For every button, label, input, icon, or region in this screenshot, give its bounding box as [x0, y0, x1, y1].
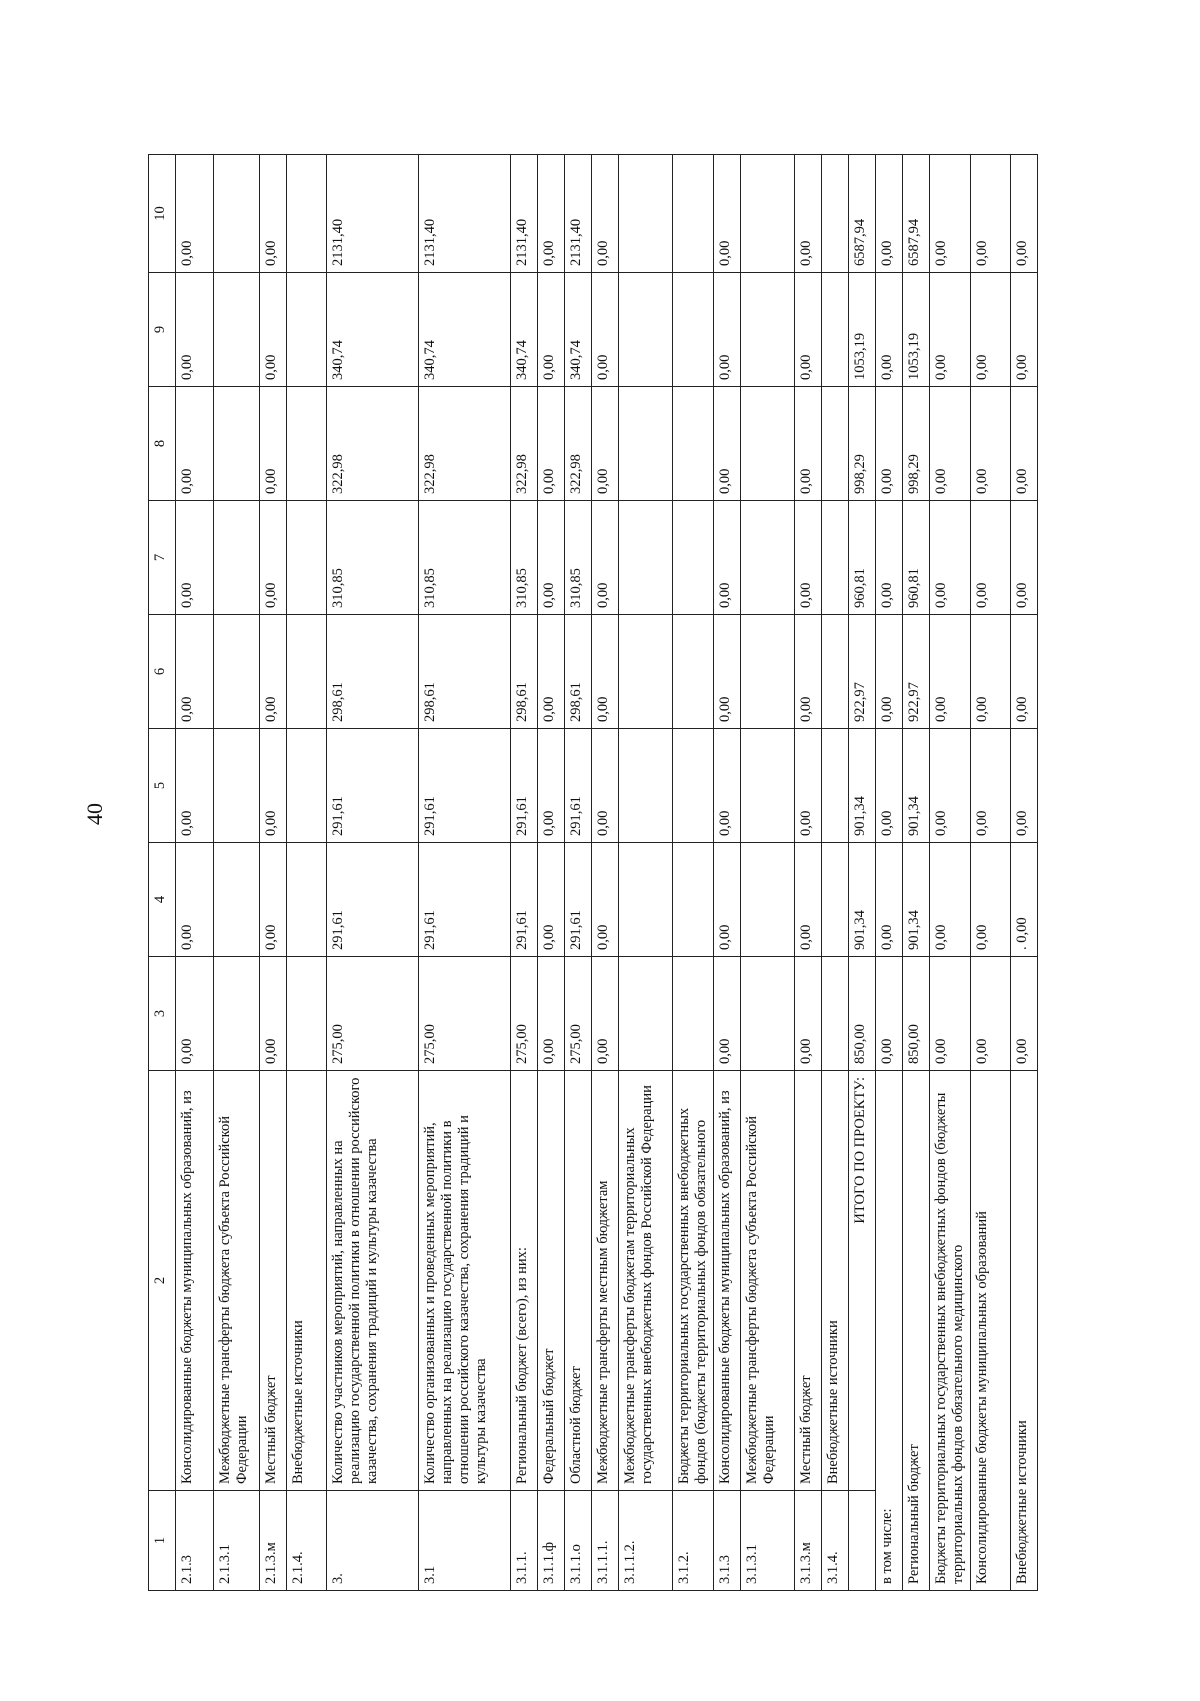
row-name: Федеральный бюджет: [538, 1071, 565, 1491]
column-header: 6: [149, 615, 176, 729]
column-header: 5: [149, 729, 176, 843]
value-cell: 275,00: [419, 957, 511, 1071]
value-cell: [822, 501, 849, 615]
value-cell: 0,00: [876, 273, 903, 387]
value-cell: 0,00: [592, 155, 619, 273]
value-cell: [214, 501, 260, 615]
value-cell: [287, 387, 327, 501]
value-cell: 291,61: [565, 729, 592, 843]
value-cell: 0,00: [714, 843, 741, 957]
value-cell: 0,00: [260, 501, 287, 615]
value-cell: 998,29: [849, 387, 876, 501]
value-cell: 0,00: [714, 501, 741, 615]
value-cell: 275,00: [327, 957, 419, 1071]
value-cell: 0,00: [714, 273, 741, 387]
value-cell: [619, 387, 673, 501]
row-code: 2.1.4.: [287, 1491, 327, 1591]
value-cell: 310,85: [419, 501, 511, 615]
table-row: [287, 155, 327, 1591]
value-cell: 0,00: [260, 615, 287, 729]
value-cell: 0,00: [1011, 729, 1038, 843]
value-cell: 0,00: [714, 615, 741, 729]
value-cell: 960,81: [903, 501, 930, 615]
row-name: Межбюджетные трансферты бюджета субъекта Российской Федерации: [214, 1071, 260, 1491]
column-header: 8: [149, 387, 176, 501]
column-header: 3: [149, 957, 176, 1071]
value-cell: 0,00: [876, 155, 903, 273]
value-cell: 0,00: [592, 729, 619, 843]
row-name: Консолидированные бюджеты муниципальных образований, из: [176, 1071, 214, 1491]
empty-cell: [849, 1491, 876, 1591]
value-cell: [287, 501, 327, 615]
value-cell: 291,61: [565, 843, 592, 957]
row-code: 3.1.1.: [511, 1491, 538, 1591]
value-cell: 0,00: [714, 387, 741, 501]
value-cell: 0,00: [592, 387, 619, 501]
value-cell: 6587,94: [903, 155, 930, 273]
value-cell: [673, 957, 714, 1071]
value-cell: [741, 957, 795, 1071]
table-row: [538, 155, 565, 1591]
value-cell: 901,34: [849, 729, 876, 843]
row-code: 3.1.3.1: [741, 1491, 795, 1591]
value-cell: 298,61: [511, 615, 538, 729]
value-cell: 901,34: [903, 729, 930, 843]
value-cell: 922,97: [903, 615, 930, 729]
value-cell: 322,98: [511, 387, 538, 501]
value-cell: [287, 155, 327, 273]
value-cell: 0,00: [260, 273, 287, 387]
value-cell: 0,00: [176, 501, 214, 615]
value-cell: [822, 843, 849, 957]
value-cell: 322,98: [327, 387, 419, 501]
row-code: 3.: [327, 1491, 419, 1591]
table-row: [714, 155, 741, 1591]
row-name: Количество участников мероприятий, направленных на реализацию государственной политики в отношении российского казачества, сохранения традиций и культуры казачества: [327, 1071, 419, 1491]
value-cell: 291,61: [511, 729, 538, 843]
value-cell: 340,74: [565, 273, 592, 387]
value-cell: 0,00: [1011, 273, 1038, 387]
value-cell: [673, 501, 714, 615]
value-cell: 0,00: [176, 729, 214, 843]
table-row: [795, 155, 822, 1591]
value-cell: 0,00: [795, 501, 822, 615]
summary-label: Консолидированные бюджеты муниципальных образований: [971, 1071, 1011, 1591]
table-row: [619, 155, 673, 1591]
value-cell: [741, 273, 795, 387]
value-cell: 291,61: [327, 843, 419, 957]
value-cell: 0,00: [1011, 501, 1038, 615]
value-cell: [214, 843, 260, 957]
value-cell: 850,00: [849, 957, 876, 1071]
row-name: Внебюджетные источники: [822, 1071, 849, 1491]
value-cell: 291,61: [511, 843, 538, 957]
summary-label: Внебюджетные источники: [1011, 1071, 1038, 1591]
value-cell: 0,00: [176, 273, 214, 387]
row-name: Межбюджетные трансферты местным бюджетам: [592, 1071, 619, 1491]
value-cell: 0,00: [1011, 615, 1038, 729]
value-cell: [741, 387, 795, 501]
value-cell: 0,00: [971, 615, 1011, 729]
row-name: Межбюджетные трансферты бюджетам территориальных государственных внебюджетных фондов Российской Федерации: [619, 1071, 673, 1491]
value-cell: 0,00: [795, 387, 822, 501]
value-cell: [619, 501, 673, 615]
value-cell: 1053,19: [849, 273, 876, 387]
value-cell: [741, 729, 795, 843]
value-cell: 0,00: [795, 273, 822, 387]
value-cell: [741, 615, 795, 729]
value-cell: 0,00: [876, 957, 903, 1071]
value-cell: 298,61: [565, 615, 592, 729]
value-cell: 0,00: [930, 729, 971, 843]
value-cell: [619, 957, 673, 1071]
value-cell: [822, 387, 849, 501]
value-cell: 322,98: [565, 387, 592, 501]
row-code: 3.1.1.1.: [592, 1491, 619, 1591]
value-cell: 298,61: [419, 615, 511, 729]
row-name: Количество организованных и проведенных мероприятий, направленных на реализацию государственной политики в отношении российского казачества, сохранения традиций и культуры казачества: [419, 1071, 511, 1491]
row-name: Местный бюджет: [260, 1071, 287, 1491]
value-cell: 0,00: [176, 155, 214, 273]
summary-label: Бюджеты территориальных государственных внебюджетных фондов (бюджеты территориальных фондов обязательного медицинского: [930, 1071, 971, 1591]
value-cell: [214, 957, 260, 1071]
value-cell: 2131,40: [419, 155, 511, 273]
page-number: 40: [82, 803, 107, 825]
table-body: [176, 155, 1038, 1591]
value-cell: 0,00: [592, 615, 619, 729]
table-row: [741, 155, 795, 1591]
value-cell: 2131,40: [511, 155, 538, 273]
value-cell: [214, 155, 260, 273]
value-cell: 0,00: [714, 155, 741, 273]
row-code: 3.1.3: [714, 1491, 741, 1591]
value-cell: 0,00: [538, 957, 565, 1071]
summary-label: в том числе:: [876, 1071, 903, 1591]
budget-table: [148, 154, 1038, 1591]
value-cell: 0,00: [714, 957, 741, 1071]
value-cell: 0,00: [260, 843, 287, 957]
value-cell: 310,85: [327, 501, 419, 615]
value-cell: 0,00: [971, 957, 1011, 1071]
value-cell: 0,00: [260, 957, 287, 1071]
value-cell: [673, 729, 714, 843]
total-row: [849, 155, 876, 1591]
table-row: [565, 155, 592, 1591]
value-cell: 0,00: [795, 843, 822, 957]
value-cell: 0,00: [930, 957, 971, 1071]
summary-row: [876, 155, 903, 1591]
row-code: 3.1.3.м: [795, 1491, 822, 1591]
value-cell: [673, 273, 714, 387]
value-cell: 0,00: [538, 843, 565, 957]
value-cell: 0,00: [876, 615, 903, 729]
table-row: [214, 155, 260, 1591]
value-cell: 0,00: [538, 387, 565, 501]
value-cell: [822, 729, 849, 843]
value-cell: [287, 843, 327, 957]
value-cell: 310,85: [565, 501, 592, 615]
row-name: Бюджеты территориальных государственных внебюджетных фондов (бюджеты территориальных фондов обязательного: [673, 1071, 714, 1491]
row-name: Консолидированные бюджеты муниципальных образований, из: [714, 1071, 741, 1491]
value-cell: [741, 155, 795, 273]
value-cell: 0,00: [971, 729, 1011, 843]
value-cell: 310,85: [511, 501, 538, 615]
value-cell: [822, 273, 849, 387]
value-cell: 2131,40: [327, 155, 419, 273]
row-code: 2.1.3: [176, 1491, 214, 1591]
value-cell: 0,00: [260, 387, 287, 501]
table-row: [511, 155, 538, 1591]
value-cell: 901,34: [903, 843, 930, 957]
value-cell: 0,00: [538, 729, 565, 843]
summary-row: [1011, 155, 1038, 1591]
value-cell: 1053,19: [903, 273, 930, 387]
value-cell: 0,00: [538, 615, 565, 729]
table-row: [822, 155, 849, 1591]
value-cell: [287, 729, 327, 843]
value-cell: 291,61: [327, 729, 419, 843]
value-cell: 0,00: [971, 273, 1011, 387]
value-cell: 0,00: [592, 501, 619, 615]
value-cell: 922,97: [849, 615, 876, 729]
value-cell: 0,00: [538, 501, 565, 615]
row-name: Внебюджетные источники: [287, 1071, 327, 1491]
value-cell: 0,00: [795, 729, 822, 843]
value-cell: 0,00: [795, 615, 822, 729]
value-cell: 0,00: [971, 501, 1011, 615]
value-cell: 275,00: [565, 957, 592, 1071]
value-cell: 901,34: [849, 843, 876, 957]
value-cell: 0,00: [930, 387, 971, 501]
row-code: 3.1.1.2.: [619, 1491, 673, 1591]
budget-table-container: [148, 155, 1030, 1591]
value-cell: 275,00: [511, 957, 538, 1071]
value-cell: [287, 957, 327, 1071]
table-row: [673, 155, 714, 1591]
value-cell: 0,00: [1011, 155, 1038, 273]
value-cell: . 0,00: [1011, 843, 1038, 957]
row-name: Областной бюджет: [565, 1071, 592, 1491]
row-name: Региональный бюджет (всего), из них:: [511, 1071, 538, 1491]
column-header: 7: [149, 501, 176, 615]
value-cell: 340,74: [419, 273, 511, 387]
row-code: 2.1.3.1: [214, 1491, 260, 1591]
value-cell: 0,00: [971, 155, 1011, 273]
row-name: Межбюджетные трансферты бюджета субъекта Российской Федерации: [741, 1071, 795, 1491]
value-cell: [741, 501, 795, 615]
value-cell: 0,00: [795, 957, 822, 1071]
value-cell: 0,00: [876, 843, 903, 957]
row-code: 3.1.1.ф: [538, 1491, 565, 1591]
value-cell: 0,00: [260, 729, 287, 843]
value-cell: 0,00: [1011, 387, 1038, 501]
row-code: 3.1.1.о: [565, 1491, 592, 1591]
value-cell: 960,81: [849, 501, 876, 615]
value-cell: 0,00: [930, 843, 971, 957]
row-code: 3.1.4.: [822, 1491, 849, 1591]
value-cell: 998,29: [903, 387, 930, 501]
column-number-row: [149, 155, 176, 1591]
value-cell: 6587,94: [849, 155, 876, 273]
value-cell: [619, 273, 673, 387]
value-cell: [619, 615, 673, 729]
value-cell: [214, 729, 260, 843]
value-cell: [822, 957, 849, 1071]
value-cell: 0,00: [176, 387, 214, 501]
summary-row: [903, 155, 930, 1591]
value-cell: 0,00: [176, 615, 214, 729]
value-cell: 291,61: [419, 729, 511, 843]
value-cell: 0,00: [538, 155, 565, 273]
value-cell: [214, 615, 260, 729]
value-cell: 0,00: [1011, 957, 1038, 1071]
value-cell: [619, 155, 673, 273]
table-row: [176, 155, 214, 1591]
value-cell: [619, 729, 673, 843]
row-code: 3.1: [419, 1491, 511, 1591]
value-cell: 0,00: [971, 387, 1011, 501]
value-cell: 0,00: [971, 843, 1011, 957]
value-cell: 850,00: [903, 957, 930, 1071]
value-cell: 0,00: [876, 387, 903, 501]
table-row: [260, 155, 287, 1591]
value-cell: 298,61: [327, 615, 419, 729]
value-cell: 0,00: [592, 273, 619, 387]
value-cell: 0,00: [538, 273, 565, 387]
value-cell: [287, 615, 327, 729]
column-header: 4: [149, 843, 176, 957]
total-label: ИТОГО ПО ПРОЕКТУ:: [849, 1071, 876, 1491]
summary-label: Региональный бюджет: [903, 1071, 930, 1591]
value-cell: 322,98: [419, 387, 511, 501]
value-cell: 0,00: [592, 843, 619, 957]
column-header: 10: [149, 155, 176, 273]
value-cell: 291,61: [419, 843, 511, 957]
value-cell: 0,00: [930, 501, 971, 615]
value-cell: 0,00: [592, 957, 619, 1071]
value-cell: [214, 273, 260, 387]
value-cell: [673, 155, 714, 273]
value-cell: [673, 387, 714, 501]
value-cell: [619, 843, 673, 957]
table-row: [592, 155, 619, 1591]
row-code: 3.1.2.: [673, 1491, 714, 1591]
value-cell: 340,74: [511, 273, 538, 387]
value-cell: 0,00: [876, 729, 903, 843]
value-cell: 0,00: [795, 155, 822, 273]
value-cell: 0,00: [930, 615, 971, 729]
value-cell: 0,00: [876, 501, 903, 615]
value-cell: [822, 155, 849, 273]
value-cell: 340,74: [327, 273, 419, 387]
value-cell: 0,00: [930, 273, 971, 387]
row-name: Местный бюджет: [795, 1071, 822, 1491]
value-cell: [673, 615, 714, 729]
table-row: [419, 155, 511, 1591]
summary-row: [930, 155, 971, 1591]
value-cell: [822, 615, 849, 729]
column-header: 2: [149, 1071, 176, 1491]
table-row: [327, 155, 419, 1591]
value-cell: [214, 387, 260, 501]
value-cell: [741, 843, 795, 957]
value-cell: 0,00: [930, 155, 971, 273]
column-header: 9: [149, 273, 176, 387]
summary-row: [971, 155, 1011, 1591]
value-cell: [287, 273, 327, 387]
column-header: 1: [149, 1491, 176, 1591]
value-cell: [673, 843, 714, 957]
value-cell: 0,00: [176, 843, 214, 957]
value-cell: 0,00: [176, 957, 214, 1071]
value-cell: 0,00: [714, 729, 741, 843]
row-code: 2.1.3.м: [260, 1491, 287, 1591]
value-cell: 0,00: [260, 155, 287, 273]
value-cell: 2131,40: [565, 155, 592, 273]
